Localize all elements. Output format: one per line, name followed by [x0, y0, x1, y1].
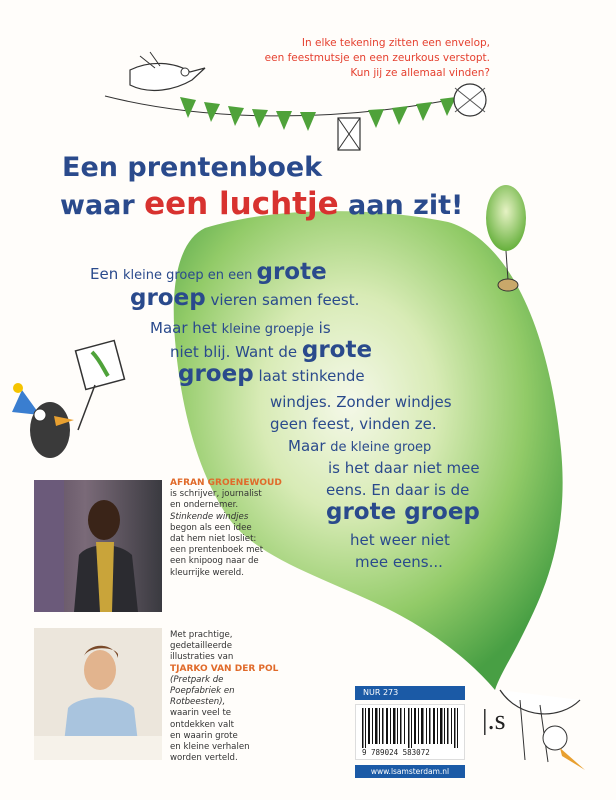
isbn-number: 9 789024 583072 [362, 748, 430, 757]
author-photo [34, 480, 162, 612]
story-line-11: grote groep [326, 499, 480, 525]
barcode-bars [356, 708, 464, 748]
story-line-5: groep laat stinkende [178, 361, 365, 387]
illustrator-photo [34, 628, 162, 760]
author-portrait [34, 480, 162, 612]
story-line-1: Een kleine groep en een grote [90, 259, 327, 285]
hint-line-1: In elke tekening zitten een envelop, [301, 37, 490, 49]
author-name: AFRAN GROENEWOUD [170, 478, 282, 488]
illustrator-bio: Met prachtige, gedetailleerde illustraties van TJARKO VAN DER POL (Pretpark de Poepfabriek en Rotbeesten), waarin veel te ontdekken valt en waarin grote en kleine verhalen worden verteld. [170, 630, 295, 764]
story-line-7: geen feest, vinden ze. [270, 415, 437, 433]
nur-label: NUR 273 [355, 686, 465, 700]
story-line-2: groep vieren samen feest. [130, 285, 360, 311]
story-line-3: Maar het kleine groepje is [150, 319, 331, 337]
title-line-1: Een prentenboek [62, 152, 323, 183]
story-line-13: mee eens... [355, 553, 443, 571]
story-line-9: is het daar niet mee [328, 459, 480, 477]
author-bio: AFRAN GROENEWOUD is schrijver, journalist en ondernemer. Stinkende windjes begon als een idee dat hem niet losliet: een prentenboek met een knipoog naar de kleurrijke wereld. [170, 478, 310, 579]
story-line-8: Maar de kleine groep [288, 437, 432, 455]
story-line-4: niet blij. Want de grote [170, 337, 373, 363]
title-line-2: waar een luchtje aan zit! [60, 186, 464, 222]
story-line-6: windjes. Zonder windjes [270, 393, 452, 411]
illustrator-name: TJARKO VAN DER POL [170, 663, 279, 674]
hint-line-3: Kun jij ze allemaal vinden? [350, 67, 490, 79]
hint-line-2: een feestmutsje en een zeurkous verstopt. [264, 52, 490, 64]
illustrator-portrait [34, 628, 162, 760]
story-line-10: eens. En daar is de [326, 481, 470, 499]
publisher-logo: |.s [482, 705, 506, 736]
story-line-12: het weer niet [350, 531, 450, 549]
publisher-url[interactable]: www.lsamsterdam.nl [355, 765, 465, 778]
title-highlight: een luchtje [144, 186, 339, 222]
